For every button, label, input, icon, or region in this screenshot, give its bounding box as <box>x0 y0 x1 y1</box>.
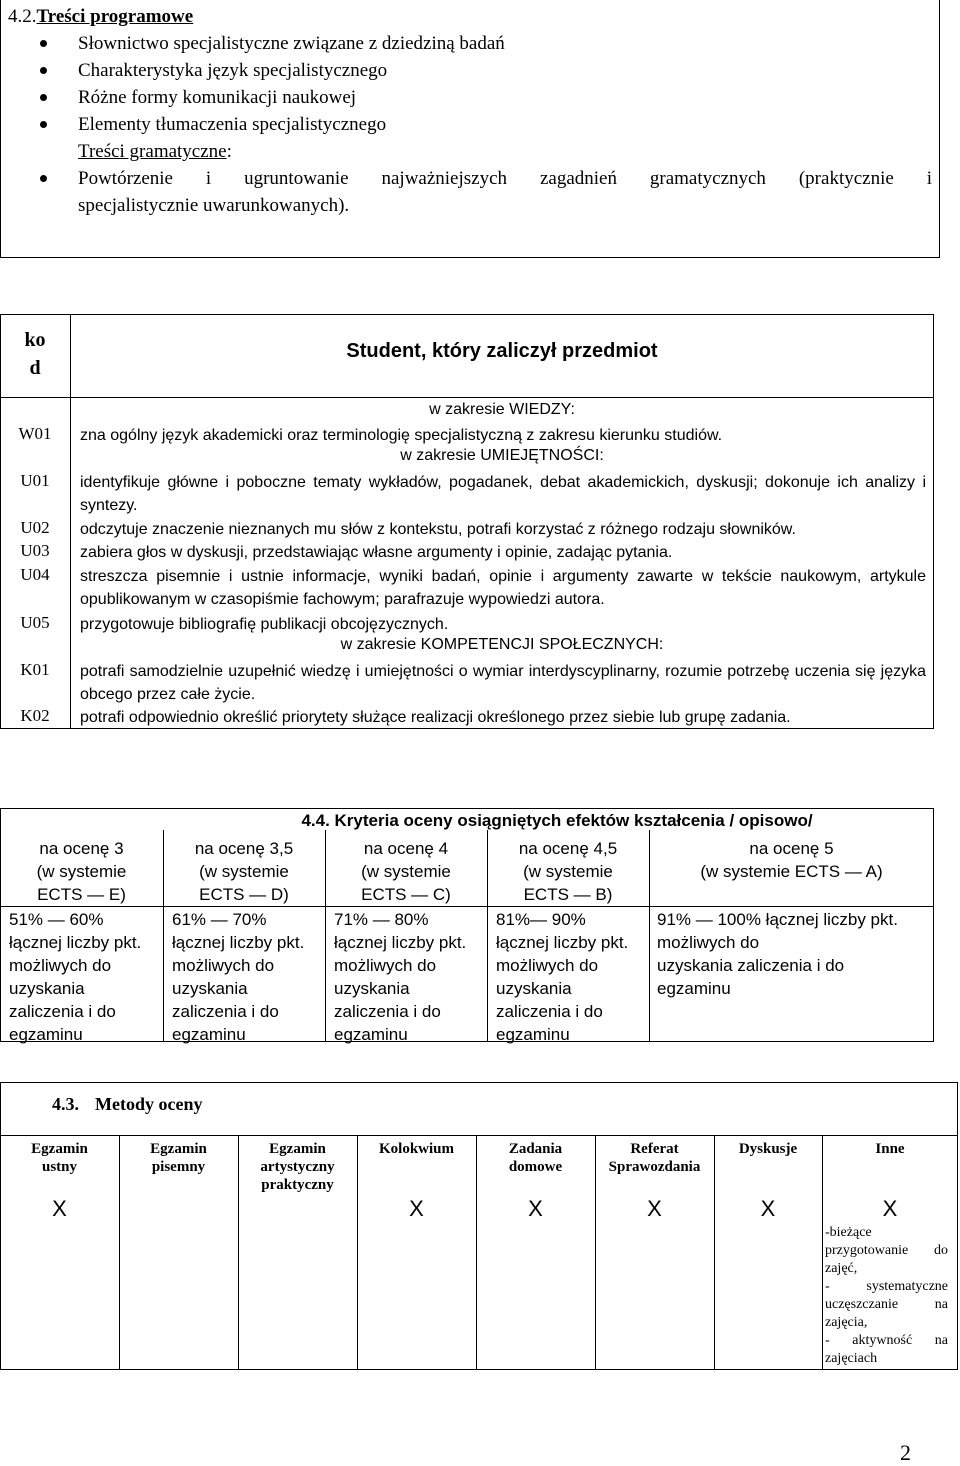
table-divider <box>0 1135 958 1136</box>
table-divider <box>649 906 934 907</box>
effect-text: identyfikuje główne i poboczne tematy wykładów, pogadanek, debat akademickich, dyskusji; dokonuje ich analizy i syntezy. <box>80 474 926 514</box>
note-line: - aktywność na <box>825 1333 948 1348</box>
method-header-line: Dyskusje <box>738 1141 798 1157</box>
note-line: zajęcia, <box>825 1315 868 1330</box>
grammar-subheading <box>36 138 932 165</box>
method-header-line: artystyczny <box>260 1159 335 1175</box>
effect-text: zabiera głos w dyskusji, przedstawiając własne argumenty i opinie, zadając pytania. <box>80 544 673 561</box>
method-mark: X <box>760 1196 776 1221</box>
effect-text: przygotowuje bibliografię publikacji obcojęzycznych. <box>80 616 449 633</box>
method-header-line: Egzamin <box>269 1141 326 1157</box>
effect-code: U05 <box>20 613 50 632</box>
method-mark: X <box>52 1196 67 1221</box>
section-number: 4.3. <box>52 1094 79 1114</box>
method-header <box>714 1140 822 1158</box>
grade-criteria <box>496 908 648 1046</box>
grade-header-line: (w systemie <box>523 862 613 881</box>
method-mark: X <box>528 1196 543 1221</box>
table-divider <box>487 906 649 907</box>
effect-text: zna ogólny język akademicki oraz terminologię specjalistyczną z zakresu kierunku studiów. <box>80 427 723 444</box>
method-header-line: Kolokwium <box>378 1141 454 1157</box>
criteria-line: łącznej liczby pkt. <box>172 933 305 952</box>
criteria-line: możliwych do <box>9 956 112 975</box>
criteria-line: zaliczenia i do <box>334 1002 441 1021</box>
table-divider <box>357 1135 358 1370</box>
section-title: Metody oceny <box>95 1094 203 1114</box>
method-mark: X <box>882 1196 898 1221</box>
student-column-header: Student, który zaliczył przedmiot <box>346 340 658 362</box>
kryteria-title: 4.4. Kryteria oceny osiągniętych efektów kształcenia / opisowo/ <box>301 811 813 830</box>
effect-text: streszcza pisemnie i ustnie informacje, wyniki badań, opinie i argumenty zawarte w tekście naukowym, artykule opublikowanym w czasopiśmie fachowym; parafrazuje wypowiedzi autora. <box>80 568 926 608</box>
table-divider <box>714 1135 715 1370</box>
method-header <box>357 1140 476 1158</box>
note-line: - systematyczne <box>825 1279 948 1294</box>
criteria-line: egzaminu <box>657 979 731 998</box>
note-line: -bieżące <box>825 1225 872 1240</box>
effect-text: potrafi odpowiednio określić priorytety służące realizacji określonego przez siebie lub grupę zadania. <box>80 709 791 726</box>
note-line: zajęć, <box>825 1261 858 1276</box>
method-header-line: Egzamin <box>31 1141 88 1157</box>
method-mark: X <box>647 1196 662 1221</box>
grade-header-line: (w systemie <box>361 862 451 881</box>
subheader-prefix: w zakresie <box>429 401 510 418</box>
code-header-line: d <box>29 357 41 379</box>
grade-criteria <box>172 908 324 1046</box>
effect-code: K01 <box>20 660 50 679</box>
method-header-line: domowe <box>508 1159 563 1175</box>
method-header <box>0 1140 119 1176</box>
grade-header <box>487 837 649 906</box>
table-divider <box>0 397 934 398</box>
criteria-line: 51% — 60% <box>9 910 104 929</box>
grade-header-line: ECTS — E) <box>37 885 126 904</box>
method-mark: X <box>409 1196 424 1221</box>
method-header-line: ustny <box>41 1159 78 1175</box>
effect-code: U04 <box>20 565 50 584</box>
note-line: zajęciach <box>825 1351 878 1366</box>
umiejetnosci-subheader <box>71 447 933 465</box>
method-header-line: praktyczny <box>261 1177 334 1193</box>
criteria-line: łącznej liczby pkt. <box>496 933 629 952</box>
grade-header <box>649 837 934 883</box>
list-item: Elementy tłumaczenia specjalistycznego <box>36 111 932 138</box>
grade-header-line: (w systemie <box>36 862 127 881</box>
criteria-line: możliwych do <box>172 956 275 975</box>
note-line: przygotowanie do <box>825 1243 948 1258</box>
subheader-prefix: w zakresie <box>400 447 481 464</box>
grammar-label: Treści gramatyczne <box>78 141 227 162</box>
criteria-line: możliwych do <box>657 933 760 952</box>
grade-header-line: ECTS — C) <box>361 885 451 904</box>
effect-code: W01 <box>18 424 52 443</box>
effect-code: U03 <box>20 541 50 560</box>
criteria-line: uzyskania zaliczenia i do <box>657 956 845 975</box>
criteria-line: łącznej liczby pkt. <box>334 933 467 952</box>
criteria-line: egzaminu <box>172 1025 246 1044</box>
method-header-line: Zadania <box>508 1141 563 1157</box>
subheader-label: WIEDZY: <box>509 401 575 418</box>
table-divider <box>163 906 325 907</box>
section-number: 4.2. <box>8 6 37 27</box>
effect-text: odczytuje znaczenie nieznanych mu słów z kontekstu, potrafi korzystać z różnego rodzaju słowników. <box>80 521 796 538</box>
metody-table <box>0 1082 958 1370</box>
wiedza-subheader <box>71 401 933 419</box>
metody-title <box>52 1094 202 1115</box>
list-item: Różne formy komunikacji naukowej <box>36 84 932 111</box>
note-line: uczęszczanie na <box>825 1297 948 1312</box>
list-item-continuation: specjalistycznie uwarunkowanych). <box>78 195 350 216</box>
effect-code: U02 <box>20 518 50 537</box>
grade-header-line: ECTS — D) <box>199 885 289 904</box>
list-item: Charakterystyka język specjalistycznego <box>36 57 932 84</box>
method-header-line: Sprawozdania <box>608 1159 701 1175</box>
method-header-line: Egzamin <box>150 1141 207 1157</box>
list-item: Słownictwo specjalistyczne związane z dziedziną badań <box>36 30 932 57</box>
grammar-colon: : <box>226 141 232 162</box>
effect-code: K02 <box>20 706 50 725</box>
table-divider <box>0 906 163 907</box>
code-header-line: ko <box>24 329 46 351</box>
criteria-line: 71% — 80% <box>334 910 429 929</box>
method-header <box>238 1140 357 1194</box>
grade-header-line: na ocenę 4 <box>363 839 449 858</box>
effect-code: U01 <box>20 471 50 490</box>
criteria-line: uzyskania <box>496 979 572 998</box>
section-heading-tresci <box>8 5 193 29</box>
effect-text: potrafi samodzielnie uzupełnić wiedzę i umiejętności o wymiar interdyscyplinarny, rozumie potrzebę uczenia się języka obcego przez całe życie. <box>80 663 926 703</box>
method-header-line: Referat <box>630 1141 679 1157</box>
table-divider <box>822 1135 823 1370</box>
criteria-line: egzaminu <box>9 1025 83 1044</box>
subheader-label: UMIEJĘTNOŚCI: <box>480 447 604 464</box>
criteria-line: możliwych do <box>496 956 599 975</box>
grade-header <box>0 837 163 906</box>
method-header <box>822 1140 958 1158</box>
grade-header-line: (w systemie ECTS — A) <box>700 862 883 881</box>
code-column-header <box>0 326 70 382</box>
table-divider <box>70 314 71 729</box>
page-number: 2 <box>900 1440 911 1465</box>
criteria-line: 61% — 70% <box>172 910 267 929</box>
grade-header <box>325 837 487 906</box>
grade-header-line: na ocenę 5 <box>749 839 834 858</box>
table-divider <box>325 906 487 907</box>
method-header <box>119 1140 238 1176</box>
list-item: Powtórzenie i ugruntowanie najważniejszych zagadnień gramatycznych (praktycznie i <box>36 165 932 192</box>
criteria-line: zaliczenia i do <box>496 1002 603 1021</box>
subheader-label: KOMPETENCJI SPOŁECZNYCH: <box>420 636 664 653</box>
grade-criteria <box>334 908 486 1046</box>
tresci-list <box>36 30 932 219</box>
criteria-line: uzyskania <box>9 979 85 998</box>
grade-criteria <box>657 908 932 1000</box>
grade-criteria <box>9 908 161 1046</box>
criteria-line: 91% — 100% łącznej liczby pkt. <box>657 910 898 929</box>
method-header-line: Inne <box>875 1141 905 1157</box>
subheader-prefix: w zakresie <box>340 636 421 653</box>
criteria-line: uzyskania <box>172 979 248 998</box>
method-header <box>595 1140 714 1176</box>
criteria-line: egzaminu <box>334 1025 408 1044</box>
inne-description <box>825 1224 948 1368</box>
grade-header <box>163 837 325 906</box>
criteria-line: egzaminu <box>496 1025 570 1044</box>
section-title: Treści programowe <box>36 6 194 27</box>
criteria-line: łącznej liczby pkt. <box>9 933 142 952</box>
criteria-line: możliwych do <box>334 956 437 975</box>
grade-header-line: na ocenę 4,5 <box>518 839 618 858</box>
criteria-line: zaliczenia i do <box>9 1002 116 1021</box>
criteria-line: 81%— 90% <box>496 910 586 929</box>
kompetencje-subheader <box>71 636 933 654</box>
method-header-line: pisemny <box>151 1159 206 1175</box>
grade-header-line: na ocenę 3,5 <box>194 839 294 858</box>
grade-header-line: na ocenę 3 <box>39 839 124 858</box>
criteria-line: uzyskania <box>334 979 410 998</box>
grade-header-line: ECTS — B) <box>523 885 613 904</box>
grade-header-line: (w systemie <box>199 862 289 881</box>
method-header <box>476 1140 595 1176</box>
criteria-line: zaliczenia i do <box>172 1002 279 1021</box>
